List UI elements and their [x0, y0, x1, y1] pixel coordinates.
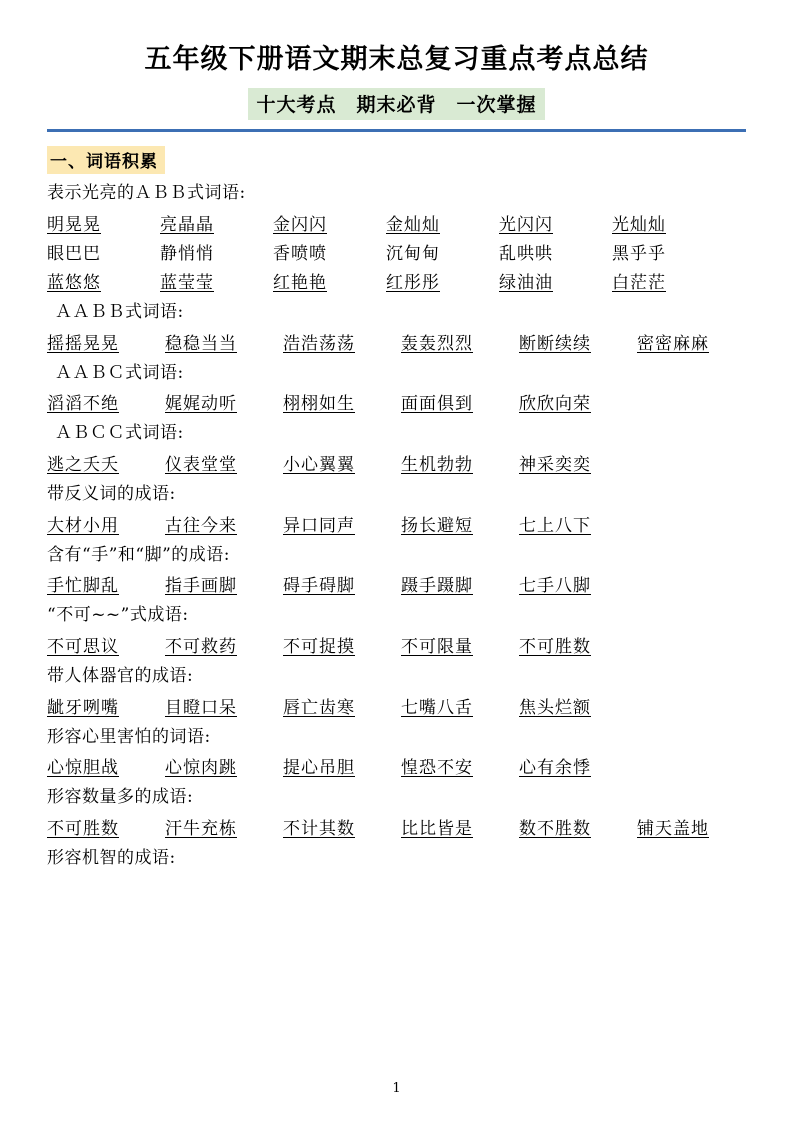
term: 蓝悠悠 [47, 273, 101, 294]
term: 神采奕奕 [519, 454, 591, 475]
category-label: ＡＡＢＣ式词语: [55, 362, 184, 383]
term: 惶恐不安 [401, 758, 473, 779]
term: 不可思议 [47, 636, 119, 657]
term: 静悄悄 [160, 244, 214, 265]
term: 蓝莹莹 [160, 273, 214, 294]
category-label: “不可~~”式成语: [47, 605, 189, 626]
category-label: 表示光亮的ＡＢＢ式词语: [47, 183, 246, 204]
category-label: 带反义词的成语: [47, 483, 176, 504]
term: 焦头烂额 [519, 697, 591, 718]
term: 金灿灿 [386, 215, 440, 236]
term: 栩栩如生 [283, 394, 355, 415]
category-label: 形容心里害怕的词语: [47, 726, 211, 747]
category-label: 形容数量多的成语: [47, 787, 194, 808]
term: 异口同声 [283, 515, 355, 536]
term: 不可胜数 [519, 636, 591, 657]
term: 红彤彤 [386, 273, 440, 294]
term: 亮晶晶 [160, 215, 214, 236]
term: 指手画脚 [165, 576, 237, 597]
term-row [47, 511, 746, 536]
term-row [47, 693, 746, 718]
term: 七嘴八舌 [401, 697, 473, 718]
term: 不计其数 [283, 818, 355, 839]
term: 密密麻麻 [637, 333, 709, 354]
term: 摇摇晃晃 [47, 333, 119, 354]
term: 不可捉摸 [283, 636, 355, 657]
category-label: 带人体器官的成语: [47, 665, 194, 686]
section-heading-container [47, 146, 793, 174]
term: 心惊胆战 [47, 758, 119, 779]
term: 心惊肉跳 [165, 758, 237, 779]
term-row [47, 268, 746, 293]
term: 龇牙咧嘴 [47, 697, 119, 718]
term: 明晃晃 [47, 215, 101, 236]
term: 碍手碍脚 [283, 576, 355, 597]
term-row [47, 210, 746, 235]
term: 扬长避短 [401, 515, 473, 536]
category-label: ＡＢＣＣ式词语: [55, 423, 184, 444]
category-label: 含有“手”和“脚”的成语: [47, 544, 230, 565]
content-body [47, 181, 746, 870]
term: 浩浩荡荡 [283, 333, 355, 354]
term: 七手八脚 [519, 576, 591, 597]
term: 绿油油 [499, 273, 553, 294]
term: 面面俱到 [401, 394, 473, 415]
term-row [47, 329, 746, 354]
term: 稳稳当当 [165, 333, 237, 354]
subtitle-container [0, 88, 793, 120]
term: 娓娓动听 [165, 394, 237, 415]
term: 提心吊胆 [283, 758, 355, 779]
term: 欣欣向荣 [519, 394, 591, 415]
term: 比比皆是 [401, 818, 473, 839]
term: 白茫茫 [612, 273, 666, 294]
page-title: 五年级下册语文期末总复习重点考点总结 [144, 44, 649, 75]
term-row [47, 753, 746, 778]
term: 不可胜数 [47, 818, 119, 839]
term: 仪表堂堂 [165, 454, 237, 475]
term: 古往今来 [165, 515, 237, 536]
term: 光闪闪 [499, 215, 553, 236]
page-number: 1 [392, 1081, 401, 1096]
category-label: ＡＡＢＢ式词语: [55, 302, 184, 323]
term: 大材小用 [47, 515, 119, 536]
term: 生机勃勃 [401, 454, 473, 475]
term: 铺天盖地 [637, 818, 709, 839]
term: 蹑手蹑脚 [401, 576, 473, 597]
term: 黑乎乎 [612, 244, 666, 265]
term-row [47, 450, 746, 475]
term: 不可救药 [165, 636, 237, 657]
term-row [47, 389, 746, 414]
term-row [47, 632, 746, 657]
term: 沉甸甸 [386, 244, 440, 265]
horizontal-divider [47, 129, 746, 132]
category-label: 形容机智的成语: [47, 847, 176, 868]
term: 目瞪口呆 [165, 697, 237, 718]
term: 手忙脚乱 [47, 576, 119, 597]
term: 光灿灿 [612, 215, 666, 236]
term: 不可限量 [401, 636, 473, 657]
term: 眼巴巴 [47, 244, 101, 265]
term: 唇亡齿寒 [283, 697, 355, 718]
term-row [47, 239, 746, 264]
term: 红艳艳 [273, 273, 327, 294]
subtitle-highlight: 十大考点 期末必背 一次掌握 [248, 88, 544, 120]
term: 汗牛充栋 [165, 818, 237, 839]
term: 小心翼翼 [283, 454, 355, 475]
term: 心有余悸 [519, 758, 591, 779]
term: 逃之夭夭 [47, 454, 119, 475]
term: 七上八下 [519, 515, 591, 536]
term: 金闪闪 [273, 215, 327, 236]
term: 香喷喷 [273, 244, 327, 265]
term-row [47, 814, 746, 839]
section-heading: 一、词语积累 [47, 146, 165, 174]
term: 轰轰烈烈 [401, 333, 473, 354]
term: 断断续续 [519, 333, 591, 354]
term: 数不胜数 [519, 818, 591, 839]
term: 乱哄哄 [499, 244, 553, 265]
term-row [47, 571, 746, 596]
term: 滔滔不绝 [47, 394, 119, 415]
